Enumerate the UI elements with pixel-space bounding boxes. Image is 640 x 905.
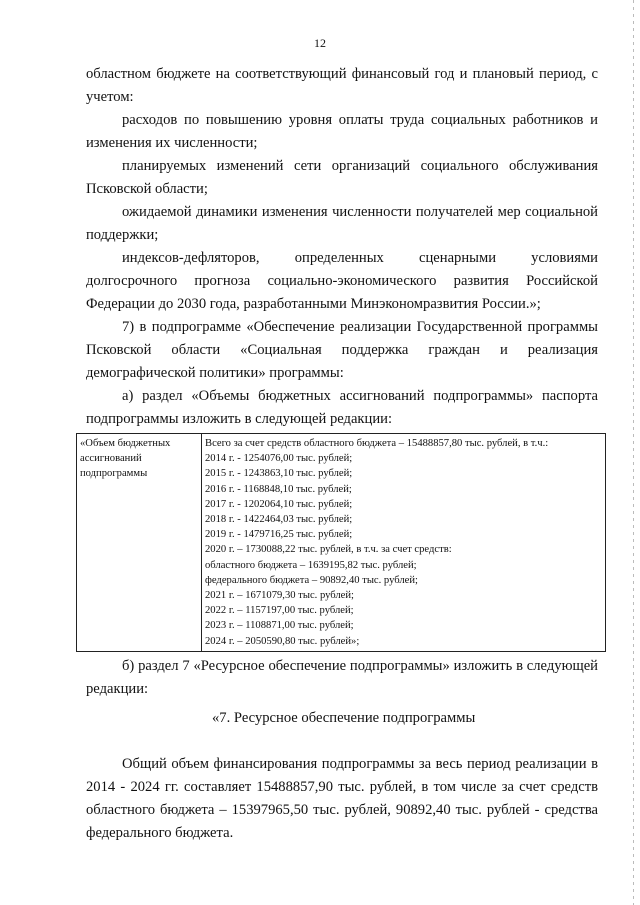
page-number: 12 [314,36,326,50]
table-line-total: Всего за счет средств областного бюджета – 15488857,80 тыс. рублей, в т.ч.: [205,438,549,449]
scan-edge [633,0,634,905]
budget-table [76,433,606,652]
table-line-2022: 2022 г. – 1157197,00 тыс. рублей; [205,605,354,617]
table-line-2024: 2024 г. – 2050590,80 тыс. рублей»; [205,635,360,647]
table-line-2018: 2018 г. - 1422464,03 тыс. рублей; [205,514,353,526]
table-row [77,434,606,652]
table-line-2019: 2019 г. - 1479716,25 тыс. рублей; [205,529,353,541]
table-line-2017: 2017 г. - 1202064,10 тыс. рублей; [205,498,353,510]
table-line-2021: 2021 г. – 1671079,30 тыс. рублей; [205,590,354,602]
table-line-2023: 2023 г. – 1108871,00 тыс. рублей; [205,620,354,632]
table-line-2014: 2014 г. - 1254076,00 тыс. рублей; [205,453,353,465]
paragraph-item-7: 7) в подпрограмме «Обеспечение реализации Государственной программы Псковской области «Социальная поддержка граждан и реализация демографической политики» программы: [86,319,598,381]
section-heading: «7. Ресурсное обеспечение подпрограммы [212,709,476,726]
paragraph-item-b: б) раздел 7 «Ресурсное обеспечение подпрограммы» изложить в следующей редакции: [86,657,598,697]
paragraph-item-a: а) раздел «Объемы бюджетных ассигнований подпрограммы» паспорта подпрограммы изложить в следующей редакции: [86,388,598,427]
table-values-cell [202,434,606,652]
paragraph-recipients: ожидаемой динамики изменения численности получателей мер социальной поддержки; [86,204,598,243]
paragraph-continuation: областном бюджете на соответствующий финансовый год и плановый период, с учетом: [86,66,598,105]
table-line-2016: 2016 г. - 1168848,10 тыс. рублей; [205,483,352,495]
table-label-cell: «Объем бюджетных ассигнований подпрограммы [77,434,202,652]
document-body [80,63,598,845]
paragraph-wages: расходов по повышению уровня оплаты труда социальных работников и изменения их численности; [86,112,598,151]
paragraph-network: планируемых изменений сети организаций социального обслуживания Псковской области; [86,158,598,197]
table-line-2020: 2020 г. – 1730088,22 тыс. рублей, в т.ч. за счет средств: областного бюджета – 1639195,82 тыс. рублей; федерального бюджета – 90892,40 тыс. рублей; [205,544,452,586]
paragraph-total-financing: Общий объем финансирования подпрограммы за весь период реализации в 2014 - 2024 гг. составляет 15488857,90 тыс. рублей, в том числе за счет средств областного бюджета – 15397965,50 тыс. рублей, 90892,40 тыс. рублей - средства федерального бюджета. [86,755,598,841]
paragraph-deflators: индексов-дефляторов, определенных сценарными условиями долгосрочного прогноза социально-экономического развития Российской Федерации до 2030 года, разработанными Минэкономразвития России.»; [86,250,598,312]
table-line-2015: 2015 г. - 1243863,10 тыс. рублей; [205,468,353,480]
